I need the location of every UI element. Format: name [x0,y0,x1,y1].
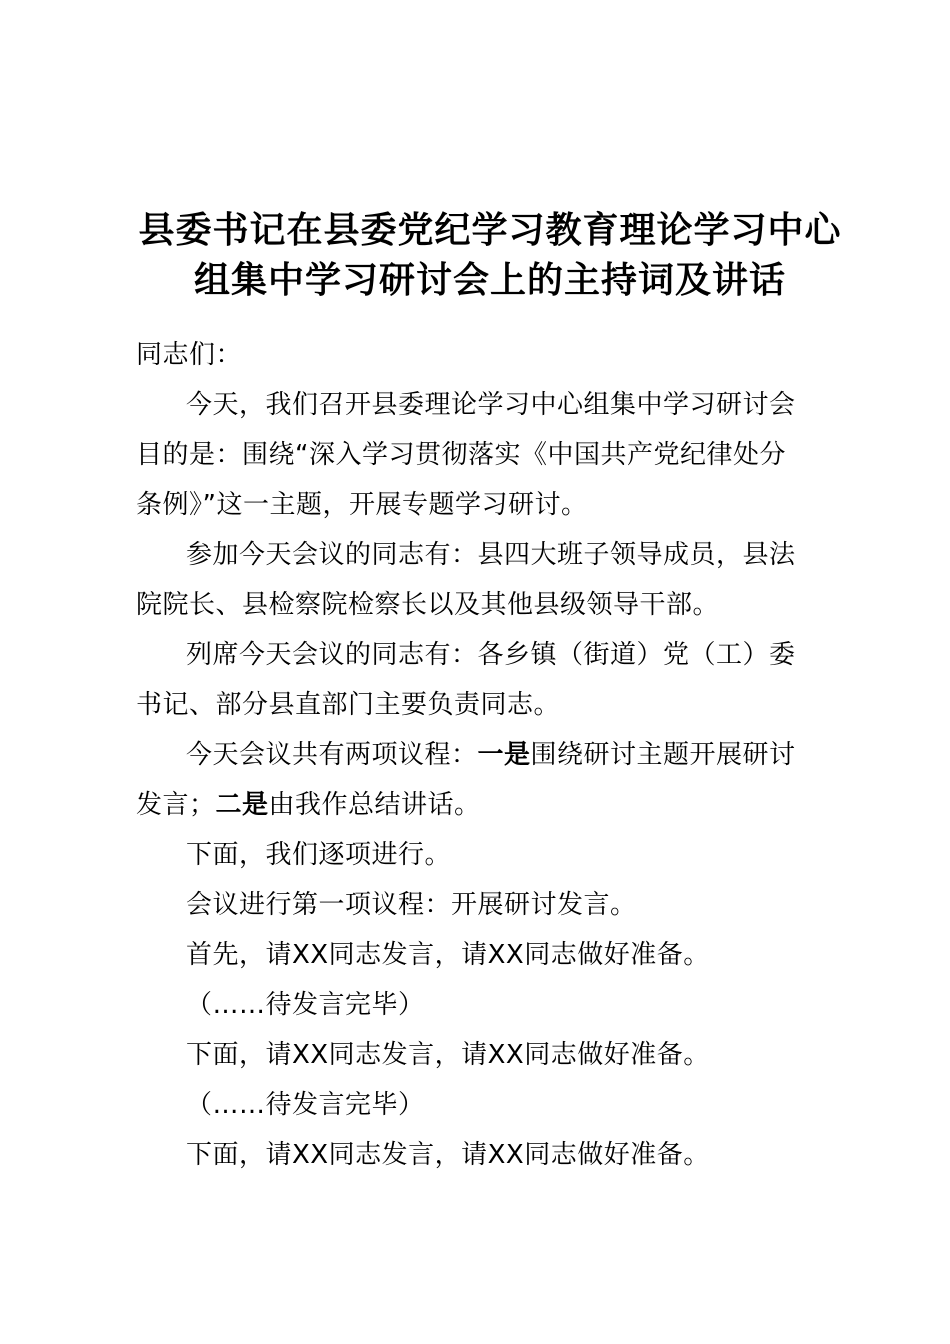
paragraph-10: （……待发言完毕） [186,1090,425,1120]
paragraph-7: 首先，请XX同志发言，请XX同志做好准备。 [186,940,710,970]
agenda-item-2-marker: 二是 [215,790,269,820]
paragraph-3-line-2: 书记、部分县直部门主要负责同志。 [136,690,561,720]
paragraph-1-line-2: 目的是：围绕“深入学习贯彻落实《中国共产党纪律处分 [136,440,786,470]
document-title-line-2: 组集中学习研讨会上的主持词及讲话 [193,260,786,301]
paragraph-2-line-2: 院院长、县检察院检察长以及其他县级领导干部。 [136,590,720,620]
paragraph-6: 会议进行第一项议程：开展研讨发言。 [186,890,637,920]
document-title-line-1: 县委书记在县委党纪学习教育理论学习中心 [138,210,842,251]
paragraph-4-line-2 [136,780,481,830]
agenda-intro-text: 今天会议共有两项议程： [186,740,478,770]
paragraph-5: 下面，我们逐项进行。 [186,840,452,870]
paragraph-1-line-1: 今天，我们召开县委理论学习中心组集中学习研讨会 [186,390,796,420]
paragraph-1-line-3: 条例》”这一主题，开展专题学习研讨。 [136,490,588,520]
agenda-item-2-text: 由我作总结讲话。 [268,790,481,820]
paragraph-11: 下面，请XX同志发言，请XX同志做好准备。 [186,1140,710,1170]
agenda-item-1-text: 围绕研讨主题开展研讨 [530,740,796,770]
paragraph-9: 下面，请XX同志发言，请XX同志做好准备。 [186,1040,710,1070]
paragraph-3-line-1: 列席今天会议的同志有：各乡镇（街道）党（工）委 [186,640,796,670]
agenda-item-1-text-end: 发言； [136,790,216,820]
paragraph-2-line-1: 参加今天会议的同志有：县四大班子领导成员，县法 [186,540,796,570]
agenda-item-1-marker: 一是 [477,740,531,770]
paragraph-4-line-1 [186,730,796,780]
salutation: 同志们： [136,340,243,370]
paragraph-8: （……待发言完毕） [186,990,425,1020]
